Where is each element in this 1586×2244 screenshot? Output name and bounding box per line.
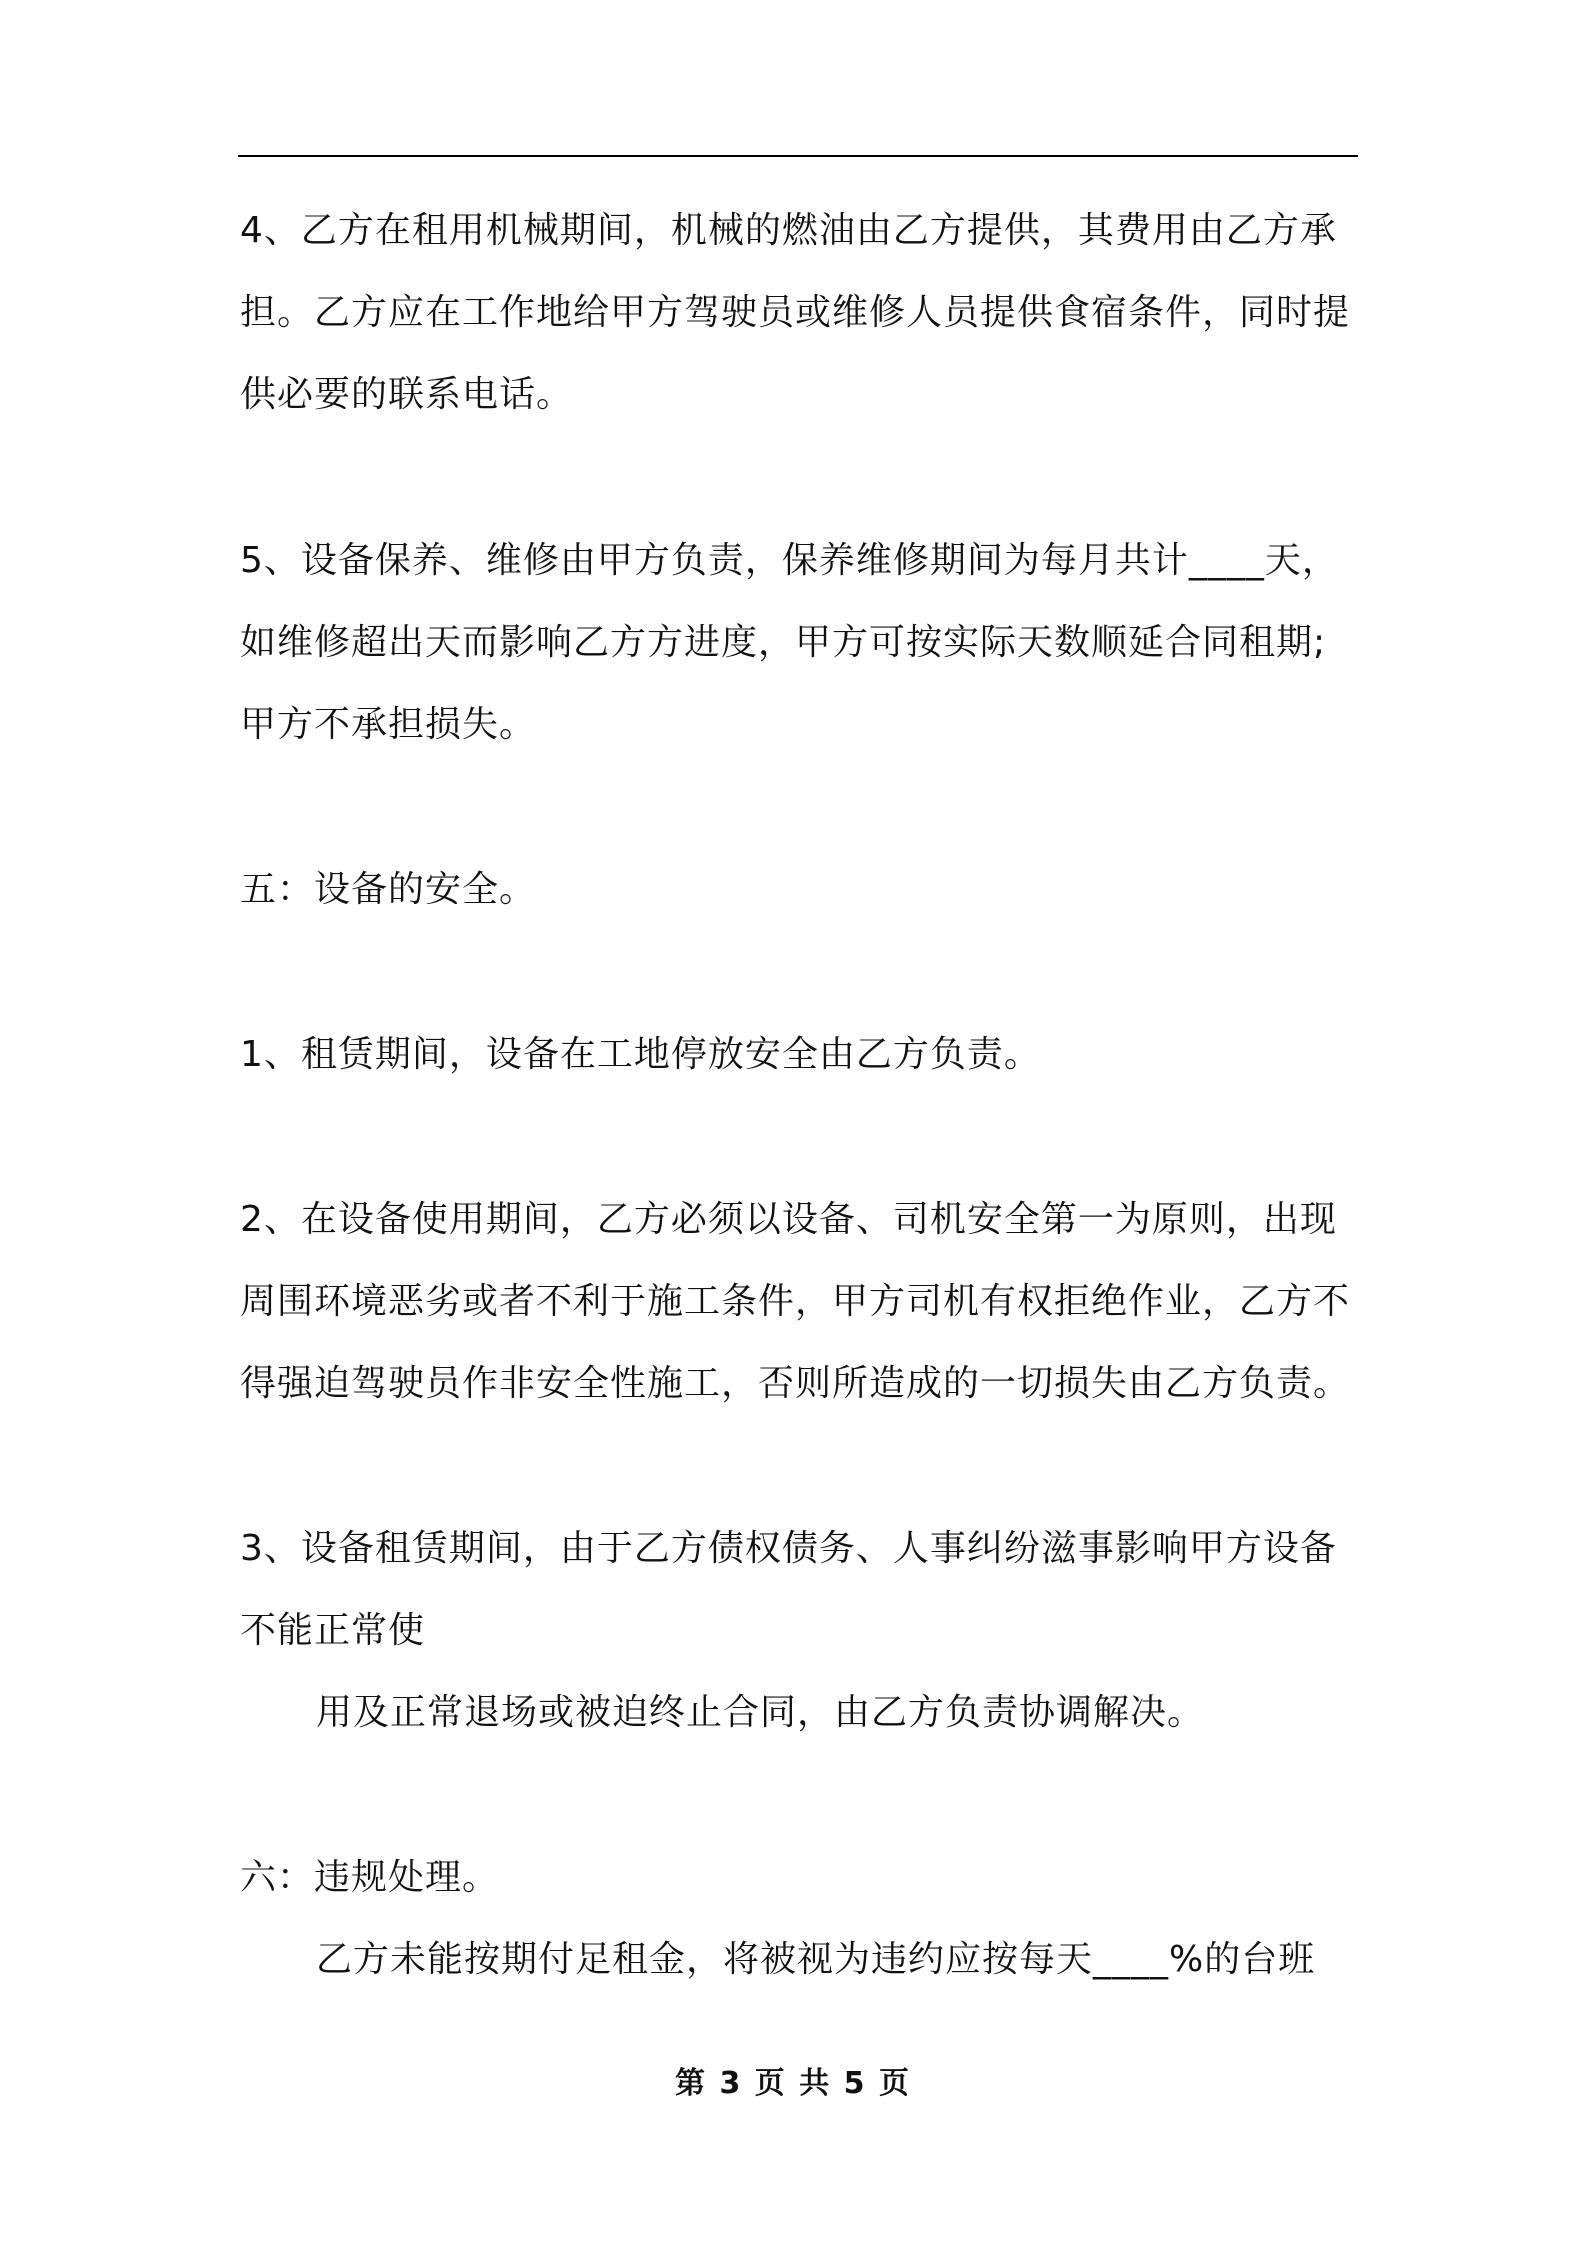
section-5-item-2: 2、在设备使用期间，乙方必须以设备、司机安全第一为原则，出现周围环境恶劣或者不利于施工条件，甲方司机有权拒绝作业，乙方不得强迫驾驶员作非安全性施工，否则所造成的一切损失由乙方负责。 xyxy=(240,1199,1351,1404)
section-5-item-3-continuation: 用及正常退场或被迫终止合同，由乙方负责协调解决。 xyxy=(316,1692,1205,1733)
section-6-paragraph: 乙方未能按期付足租金，将被视为违约应按每天____%的台班 xyxy=(316,1939,1316,1980)
section-6-heading: 六：违规处理。 xyxy=(240,1857,500,1898)
section-5-item-3-first-part: 3、设备租赁期间，由于乙方债权债务、人事纠纷滋事影响甲方设备不能正常使 xyxy=(240,1528,1337,1651)
clause-5-paragraph: 5、设备保养、维修由甲方负责，保养维修期间为每月共计____天，如维修超出天而影响乙方方进度，甲方可按实际天数顺延合同租期;甲方不承担损失。 xyxy=(240,540,1339,745)
header-divider xyxy=(238,155,1358,157)
section-5-heading: 五：设备的安全。 xyxy=(240,869,537,910)
section-5-item-1: 1、租赁期间，设备在工地停放安全由乙方负责。 xyxy=(240,1034,1041,1075)
clause-4-paragraph: 4、乙方在租用机械期间，机械的燃油由乙方提供，其费用由乙方承担。乙方应在工作地给甲方驾驶员或维修人员提供食宿条件，同时提供必要的联系电话。 xyxy=(240,210,1351,415)
page-number-footer: 第 3 页 共 5 页 xyxy=(675,2066,911,2101)
